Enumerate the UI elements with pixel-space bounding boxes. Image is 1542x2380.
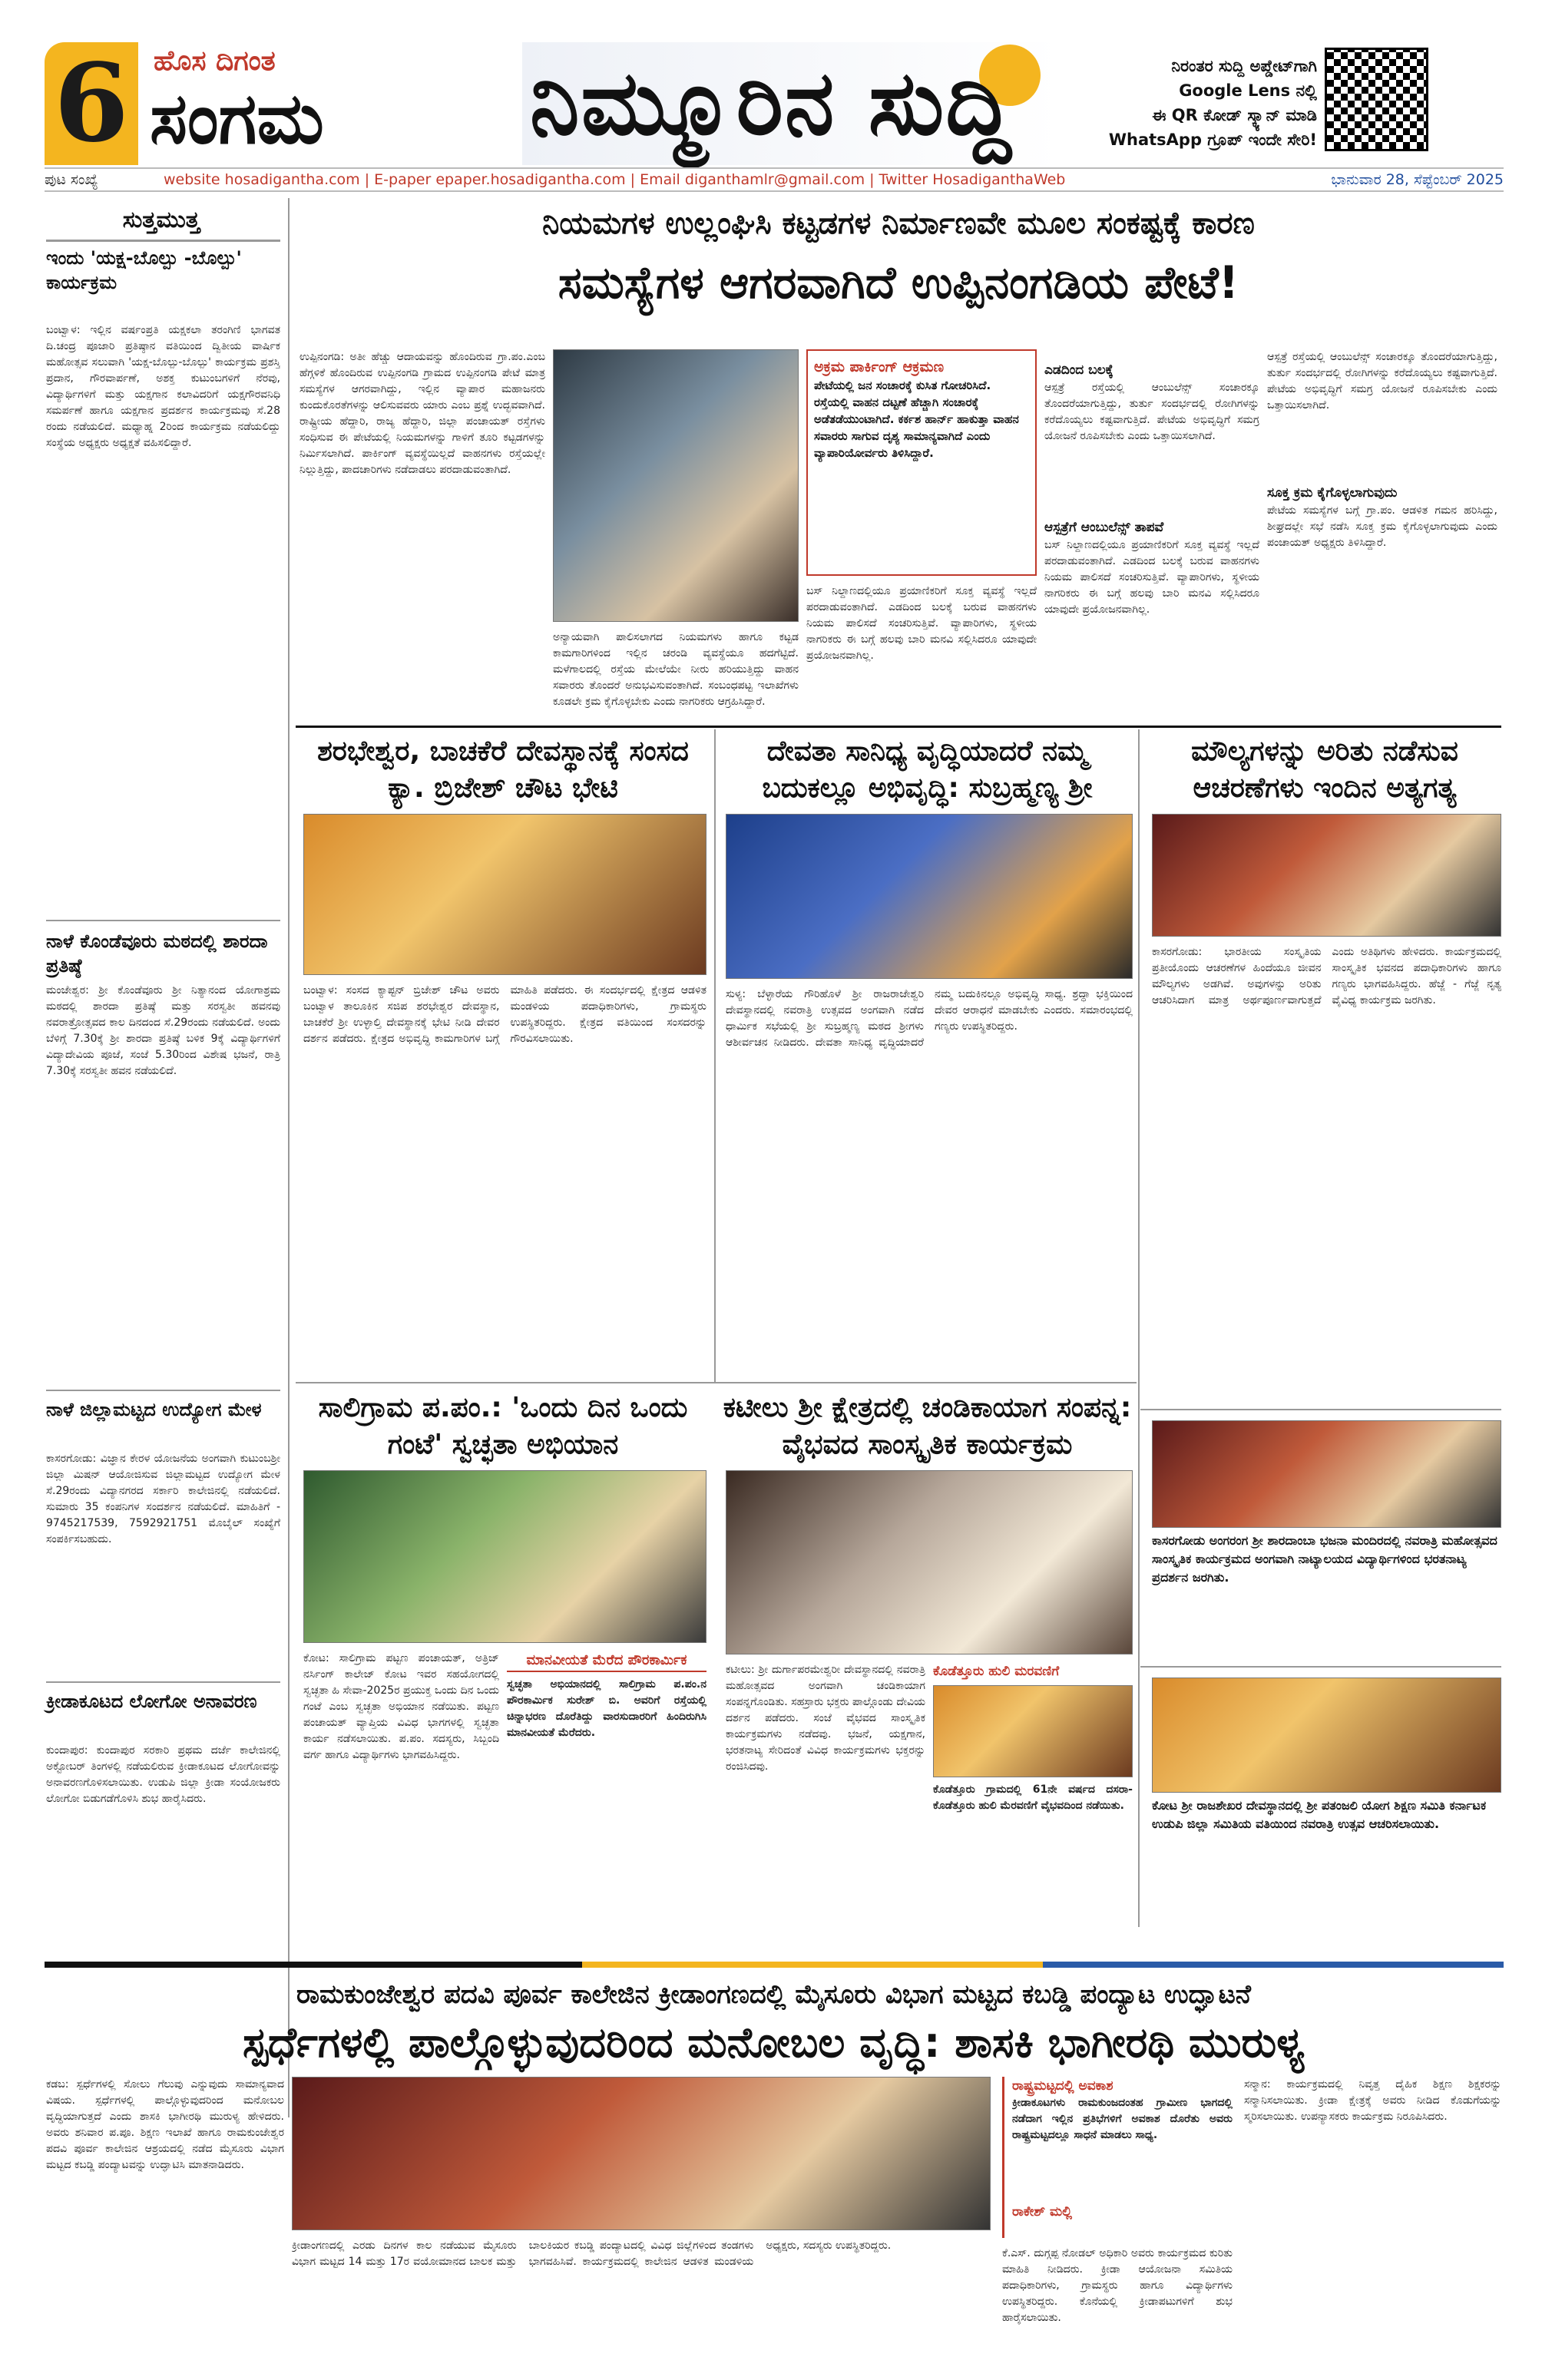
column-rule — [714, 729, 716, 1382]
divider — [1140, 1666, 1501, 1668]
qr-note-line: Google Lens ನಲ್ಲಿ — [1179, 81, 1317, 100]
aside-body: ಸ್ವಚ್ಛತಾ ಅಭಿಯಾನದಲ್ಲಿ ಸಾಲಿಗ್ರಾಮ ಪ.ಪಂ.ನ ಪೌರಕಾರ್ಮಿಕ ಸುರೇಶ್ ಬಿ. ಅವರಿಗೆ ರಸ್ತೆಯಲ್ಲಿ ಚಿನ್ನಾಭರಣ ದೊರೆತಿದ್ದು ವಾರಸುದಾರರಿಗೆ ಹಿಂದಿರುಗಿಸಿ ಮಾನವೀಯತೆ ಮೆರೆದರು. — [507, 1678, 706, 1739]
street-photo — [553, 349, 799, 622]
lead-body: ಪೇಟೆಯ ಸಮಸ್ಯೆಗಳ ಬಗ್ಗೆ ಗ್ರಾ.ಪಂ. ಆಡಳಿತ ಗಮನ ಹರಿಸಿದ್ದು, ಶೀಘ್ರದಲ್ಲೇ ಸಭೆ ನಡೆಸಿ ಸೂಕ್ತ ಕ್ರಮ ಕೈಗೊಳ್ಳಲಾಗುವುದು ಎಂದು ಪಂಚಾಯತ್ ಅಧ್ಯಕ್ಷರು ತಿಳಿಸಿದ್ದಾರೆ. — [1267, 504, 1497, 549]
box-author: ರಾಕೇಶ್ ಮಲ್ಲಿ — [1012, 2204, 1072, 2220]
aside-box — [507, 1651, 706, 1942]
event-photo — [1152, 814, 1501, 937]
aside-box — [933, 1662, 1133, 1946]
sidebar-item-head: ನಾಳೆ ಜಿಲ್ಲಾಮಟ್ಟದ ಉದ್ಯೋಗ ಮೇಳ — [46, 1399, 262, 1420]
aside-head: ಮಾನವೀಯತೆ ಮೆರೆದ ಪೌರಕಾರ್ಮಿಕ — [507, 1651, 706, 1672]
story-body: ಸುಳ್ಯ: ಬೆಳ್ಳಾರೆಯ ಗೌರಿಹೊಳೆ ಶ್ರೀ ರಾಜರಾಜೇಶ್ವರಿ ದೇವಸ್ಥಾನದಲ್ಲಿ ನವರಾತ್ರಿ ಉತ್ಸವದ ಅಂಗವಾಗಿ ನಡೆದ ಧಾರ್ಮಿಕ ಸಭೆಯಲ್ಲಿ ಶ್ರೀ ಸುಬ್ರಹ್ಮಣ್ಯ ಮಠದ ಶ್ರೀಗಳು ಆಶೀರ್ವಚನ ನೀಡಿದರು. ದೇವತಾ ಸಾನಿಧ್ಯ ವೃದ್ಧಿಯಾದರೆ ನಮ್ಮ ಬದುಕಿನಲ್ಲೂ ಅಭಿವೃದ್ಧಿ ಸಾಧ್ಯ. ಶ್ರದ್ಧಾ ಭಕ್ತಿಯಿಂದ ದೇವರ ಆರಾಧನೆ ಮಾಡಬೇಕು ಎಂದರು. ಸಮಾರಂಭದಲ್ಲಿ ಗಣ್ಯರು ಉಪಸ್ಥಿತರಿದ್ದರು. — [726, 988, 1133, 1049]
dance-photo — [1152, 1420, 1501, 1528]
lead-box — [806, 349, 1037, 576]
sidebar-item-body: ಬಂಟ್ವಾಳ: ಇಲ್ಲಿನ ವರ್ಷಂಪ್ರತಿ ಯಕ್ಷಕಲಾ ತರಂಗಿಣಿ ಭಾಗವತ ದಿ.ಚಂದ್ರ ಪೂಜಾರಿ ಪ್ರತಿಷ್ಠಾನ ವತಿಯಿಂದ ದ್ವಿತೀಯ ವಾರ್ಷಿಕ ಮಹೋತ್ಸವ ಸಲುವಾಗಿ 'ಯಕ್ಷ-ಬೊಲ್ಪು-ಬೊಲ್ಪು' ಕಾರ್ಯಕ್ರಮ ಪ್ರಶಸ್ತಿ ಪ್ರದಾನ, ಗೌರವಾರ್ಪಣೆ, ಅಶಕ್ತ ಕುಟುಂಬಗಳಿಗೆ ನೆರವು, ವಿದ್ಯಾರ್ಥಿಗಳಿಗೆ ಮತ್ತು ಯಕ್ಷಗಾನ ಕಲಾವಿದರಿಗೆ ಯಕ್ಷಗೌರವನಿಧಿ ಸಮರ್ಪಣೆ ಹಾಗೂ ಯಕ್ಷಗಾನ ಪ್ರದರ್ಶನ ಕಾರ್ಯಕ್ರಮವು ಸೆ.28 ರಂದು ನಡೆಯಲಿದೆ. ಮಧ್ಯಾಹ್ನ 2ರಿಂದ ಕಾರ್ಯಕ್ರಮ ನಡೆಯಲಿದ್ದು ಸಂಸ್ಥೆಯ ಅಧ್ಯಕ್ಷರು ಅಧ್ಯಕ್ಷತೆ ವಹಿಸಲಿದ್ದಾರೆ. — [46, 324, 280, 449]
qr-note — [1064, 54, 1317, 152]
story-headline: ಶರಭೇಶ್ವರ, ಬಾಚಕೆರೆ ದೇವಸ್ಥಾನಕ್ಕೆ ಸಂಸದ ಕ್ಯಾ. ಬ್ರಿಜೇಶ್ ಚೌಟ ಭೇಟಿ — [317, 735, 689, 804]
story-headline: ದೇವತಾ ಸಾನಿಧ್ಯ ವೃದ್ಧಿಯಾದರೆ ನಮ್ಮ ಬದುಕಲ್ಲೂ ಅಭಿವೃದ್ಧಿ: ಸುಬ್ರಹ್ಮಣ್ಯ ಶ್ರೀ — [762, 735, 1093, 804]
divider — [1140, 1409, 1501, 1410]
story-body: ಕೋಟ: ಸಾಲಿಗ್ರಾಮ ಪಟ್ಟಣ ಪಂಚಾಯತ್, ಅತ್ರಿಜ್ ನರ್ಸಿಂಗ್ ಕಾಲೇಜ್ ಕೋಟ ಇವರ ಸಹಯೋಗದಲ್ಲಿ ಸ್ವಚ್ಛತಾ ಹಿ ಸೇವಾ-2025ರ ಪ್ರಯುಕ್ತ ಒಂದು ದಿನ ಒಂದು ಗಂಟೆ ಎಂಬ ಸ್ವಚ್ಛತಾ ಅಭಿಯಾನ ನಡೆಯಿತು. ಪಟ್ಟಣ ಪಂಚಾಯತ್ ವ್ಯಾಪ್ತಿಯ ವಿವಿಧ ಭಾಗಗಳಲ್ಲಿ ಸ್ವಚ್ಛತಾ ಕಾರ್ಯ ನಡೆಸಲಾಯಿತು. ಪ.ಪಂ. ಸದಸ್ಯರು, ಸಿಬ್ಬಂದಿ ವರ್ಗ ಹಾಗೂ ವಿದ್ಯಾರ್ಥಿಗಳು ಭಾಗವಹಿಸಿದ್ದರು. — [303, 1652, 499, 1761]
divider — [296, 1382, 1137, 1383]
story-headline: ಕಟೀಲು ಶ್ರೀ ಕ್ಷೇತ್ರದಲ್ಲಿ ಚಂಡಿಕಾಯಾಗ ಸಂಪನ್ನ: ವೈಭವದ ಸಾಂಸ್ಕೃತಿಕ ಕಾರ್ಯಕ್ರಮ — [723, 1392, 1132, 1460]
sidebar-item-body: ಮಂಜೇಶ್ವರ: ಶ್ರೀ ಕೊಂಡೆವೂರು ಶ್ರೀ ನಿತ್ಯಾನಂದ ಯೋಗಾಶ್ರಮ ಮಠದಲ್ಲಿ ಶಾರದಾ ಪ್ರತಿಷ್ಠೆ ಮತ್ತು ಸರಸ್ವತೀ ಹವನವು ನವರಾತ್ರೋತ್ಸವದ ಕಾಲ ದಿನದಂದ ಸೆ.29ರಂದು ನಡೆಯಲಿದೆ. ಅಂದು ಬೆಳಿಗ್ಗೆ 7.30ಕ್ಕೆ ಶ್ರೀ ಶಾರದಾ ಪ್ರತಿಷ್ಠೆ ಬಳಿಕ 9ಕ್ಕೆ ವಿದ್ಯಾರ್ಥಿಗಳಿಗೆ ವಿದ್ಯಾದೇವಿಯ ಪೂಜೆ, ಸಂಜೆ 5.30ರಿಂದ ವಿಶೇಷ ಭಜನೆ, ರಾತ್ರಿ 7.30ಕ್ಕೆ ಸರಸ್ವತೀ ಹವನ ನಡೆಯಲಿದೆ. — [46, 984, 280, 1077]
divider — [46, 920, 280, 921]
qr-note-line: WhatsApp ಗ್ರೂಪ್ ಇಂದೇ ಸೇರಿ! — [1108, 131, 1317, 149]
yoga-photo — [1152, 1678, 1501, 1793]
column-rule — [288, 198, 290, 2117]
page-number-badge — [45, 42, 138, 165]
yaga-photo — [726, 1470, 1133, 1654]
temple-photo — [303, 814, 706, 975]
sidebar-title: ಸುತ್ತಮುತ್ತ — [122, 207, 200, 233]
divider — [582, 1962, 1043, 1968]
bottom-body: ಕ್ರೀಡಾಂಗಣದಲ್ಲಿ ಎರಡು ದಿನಗಳ ಕಾಲ ನಡೆಯುವ ಮೈಸೂರು ವಿಭಾಗ ಮಟ್ಟದ 14 ಮತ್ತು 17ರ ವಯೋಮಾನದ ಬಾಲಕ ಮತ್ತು ಬಾಲಕಿಯರ ಕಬಡ್ಡಿ ಪಂದ್ಯಾಟದಲ್ಲಿ ವಿವಿಧ ಜಿಲ್ಲೆಗಳಿಂದ ತಂಡಗಳು ಭಾಗವಹಿಸಿವೆ. ಕಾರ್ಯಕ್ರಮದಲ್ಲಿ ಕಾಲೇಜಿನ ಆಡಳಿತ ಮಂಡಳಿಯ ಅಧ್ಯಕ್ಷರು, ಸದಸ್ಯರು ಉಪಸ್ಥಿತರಿದ್ದರು. — [292, 2240, 892, 2268]
bottom-body: ಕೆ.ಎಸ್. ದುಗ್ಗಪ್ಪ ನೋಡಲ್ ಅಧಿಕಾರಿ ಅವರು ಕಾರ್ಯಕ್ರಮದ ಕುರಿತು ಮಾಹಿತಿ ನೀಡಿದರು. ಕ್ರೀಡಾ ಆಯೋಜನಾ ಸಮಿತಿಯ ಪದಾಧಿಕಾರಿಗಳು, ಗ್ರಾಮಸ್ಥರು ಹಾಗೂ ವಿದ್ಯಾರ್ಥಿಗಳು ಉಪಸ್ಥಿತರಿದ್ದರು. ಕೊನೆಯಲ್ಲಿ ಕ್ರೀಡಾಪಟುಗಳಿಗೆ ಶುಭ ಹಾರೈಸಲಾಯಿತು. — [1002, 2247, 1233, 2324]
bottom-headline: ಸ್ಪರ್ಧೆಗಳಲ್ಲಿ ಪಾಲ್ಗೊಳ್ಳುವುದರಿಂದ ಮನೋಬಲ ವೃದ್ಧಿ: ಶಾಸಕಿ ಭಾಗೀರಥಿ ಮುರುಳ್ಯ — [243, 2018, 1305, 2067]
aside-body: ಕೊಡೆತ್ತೂರು ಗ್ರಾಮದಲ್ಲಿ 61ನೇ ವರ್ಷದ ದಸರಾ-ಕೊಡೆತ್ತೂರು ಹುಲಿ ಮೆರವಣಿಗೆ ವೈಭವದಿಂದ ನಡೆಯಿತು. — [933, 1783, 1133, 1812]
sidebar-item-body: ಕಾಸರಗೋಡು: ವಿಜ್ಞಾನ ಕೇರಳ ಯೋಜನೆಯ ಅಂಗವಾಗಿ ಕುಟುಂಬಶ್ರೀ ಜಿಲ್ಲಾ ಮಿಷನ್ ಆಯೋಜಿಸುವ ಜಿಲ್ಲಾಮಟ್ಟದ ಉದ್ಯೋಗ ಮೇಳ ಸೆ.29ರಂದು ವಿದ್ಯಾನಗರದ ಸರ್ಕಾರಿ ಕಾಲೇಜಿನಲ್ಲಿ ನಡೆಯಲಿದೆ. ಸುಮಾರು 35 ಕಂಪನಿಗಳ ಸಂದರ್ಶನ ನಡೆಯಲಿದೆ. ಮಾಹಿತಿಗೆ - 9745217539, 7592921751 ಮೊಬೈಲ್ ಸಂಖ್ಯೆಗೆ ಸಂಪರ್ಕಿಸಬಹುದು. — [46, 1453, 280, 1545]
lead-body: ಬಸ್ ನಿಲ್ದಾಣದಲ್ಲಿಯೂ ಪ್ರಯಾಣಿಕರಿಗೆ ಸೂಕ್ತ ವ್ಯವಸ್ಥೆ ಇಲ್ಲದೆ ಪರದಾಡುವಂತಾಗಿದೆ. ಎಡದಿಂದ ಬಲಕ್ಕೆ ಬರುವ ವಾಹನಗಳು ನಿಯಮ ಪಾಲಿಸದೆ ಸಂಚರಿಸುತ್ತಿವೆ. ವ್ಯಾಪಾರಿಗಳು, ಸ್ಥಳೀಯ ನಾಗರಿಕರು ಈ ಬಗ್ಗೆ ಹಲವು ಬಾರಿ ಮನವಿ ಸಲ್ಲಿಸಿದರೂ ಯಾವುದೇ ಪ್ರಯೋಜನವಾಗಿಲ್ಲ. — [806, 585, 1037, 662]
lead-body: ಬಸ್ ನಿಲ್ದಾಣದಲ್ಲಿಯೂ ಪ್ರಯಾಣಿಕರಿಗೆ ಸೂಕ್ತ ವ್ಯವಸ್ಥೆ ಇಲ್ಲದೆ ಪರದಾಡುವಂತಾಗಿದೆ. ಎಡದಿಂದ ಬಲಕ್ಕೆ ಬರುವ ವಾಹನಗಳು ನಿಯಮ ಪಾಲಿಸದೆ ಸಂಚರಿಸುತ್ತಿವೆ. ವ್ಯಾಪಾರಿಗಳು, ಸ್ಥಳೀಯ ನಾಗರಿಕರು ಈ ಬಗ್ಗೆ ಹಲವು ಬಾರಿ ಮನವಿ ಸಲ್ಲಿಸಿದರೂ ಯಾವುದೇ ಪ್ರಯೋಜನವಾಗಿಲ್ಲ. — [1044, 539, 1259, 616]
box-kicker: ಅಕ್ರಮ ಪಾರ್ಕಿಂಗ್ ಆಕ್ರಮಣ — [814, 359, 945, 375]
divider — [296, 726, 1501, 728]
qr-note-line: ನಿರಂತರ ಸುದ್ದಿ ಅಪ್ಡೇಟ್‌ಗಾಗಿ — [1171, 57, 1317, 75]
sidebar-item-head: ಇಂದು 'ಯಕ್ಷ-ಬೊಲ್ಪು -ಬೊಲ್ಪು' ಕಾರ್ಯಕ್ರಮ — [46, 247, 242, 293]
story-headline: ಸಾಲಿಗ್ರಾಮ ಪ.ಪಂ.: 'ಒಂದು ದಿನ ಒಂದು ಗಂಟೆ' ಸ್ವಚ್ಛತಾ ಅಭಿಯಾನ — [318, 1392, 688, 1460]
section-title: ನಿಮ್ಮೂರಿನ ಸುದ್ದಿ — [530, 51, 1013, 155]
brand-main: ಸಂಗಮ — [150, 78, 324, 160]
divider — [46, 240, 280, 242]
sidebar-item-body: ಕುಂದಾಪುರ: ಕುಂದಾಪುರ ಸರಕಾರಿ ಪ್ರಥಮ ದರ್ಜೆ ಕಾಲೇಜಿನಲ್ಲಿ ಅಕ್ಟೋಬರ್ ತಿಂಗಳಲ್ಲಿ ನಡೆಯಲಿರುವ ಕ್ರೀಡಾಕೂಟದ ಲೋಗೋವನ್ನು ಅನಾವರಣಗೊಳಿಸಲಾಯಿತು. ಉಡುಪಿ ಜಿಲ್ಲಾ ಕ್ರೀಡಾ ಸಂಯೋಜಕರು ಲೋಗೋ ಬಿಡುಗಡೆಗೊಳಿಸಿ ಶುಭ ಹಾರೈಸಿದರು. — [46, 1744, 280, 1805]
lead-subhead: ಆಸ್ಪತ್ರೆಗೆ ಆಂಬುಲೆನ್ಸ್ ತಾಪವೆ — [1044, 520, 1164, 535]
photo-caption: ಕಾಸರಗೋಡು ಅಂಗರಂಗ ಶ್ರೀ ಶಾರದಾಂಬಾ ಭಜನಾ ಮಂದಿರದಲ್ಲಿ ನವರಾತ್ರಿ ಮಹೋತ್ಸವದ ಸಾಂಸ್ಕೃತಿಕ ಕಾರ್ಯಕ್ರಮದ ಅಂಗವಾಗಿ ನಾಟ್ಯಾಲಯದ ವಿದ್ಯಾರ್ಥಿಗಳಿಂದ ಭರತನಾಟ್ಯ ಪ್ರದರ್ಶನ ಜರಗಿತು. — [1152, 1533, 1497, 1585]
lead-kicker: ನಿಯಮಗಳ ಉಲ್ಲಂಘಿಸಿ ಕಟ್ಟಡಗಳ ನಿರ್ಮಾಣವೇ ಮೂಲ ಸಂಕಷ್ಟಕ್ಕೆ ಕಾರಣ — [542, 206, 1255, 241]
story-body: ಕಾಸರಗೋಡು: ಭಾರತೀಯ ಸಂಸ್ಕೃತಿಯ ಪ್ರತೀಯೊಂದು ಆಚರಣೆಗಳ ಹಿಂದೆಯೂ ಜೀವನ ಮೌಲ್ಯಗಳು ಅಡಗಿವೆ. ಅವುಗಳನ್ನು ಅರಿತು ಆಚರಿಸಿದಾಗ ಮಾತ್ರ ಅರ್ಥಪೂರ್ಣವಾಗುತ್ತದೆ ಎಂದು ಅತಿಥಿಗಳು ಹೇಳಿದರು. ಕಾರ್ಯಕ್ರಮದಲ್ಲಿ ಸಾಂಸ್ಕೃತಿಕ ಭವನದ ಪದಾಧಿಕಾರಿಗಳು ಹಾಗೂ ಗಣ್ಯರು ಭಾಗವಹಿಸಿದ್ದರು. ಹೆಜ್ಜೆ - ಗೆಜ್ಜೆ ನೃತ್ಯ ವೈವಿಧ್ಯ ಕಾರ್ಯಕ್ರಮ ಜರಗಿತು. — [1152, 946, 1501, 1007]
issue-date: ಭಾನುವಾರ 28, ಸೆಪ್ಟೆಂಬರ್ 2025 — [1331, 171, 1504, 188]
lead-subhead: ಎಡದಿಂದ ಬಲಕ್ಕೆ — [1044, 362, 1113, 378]
lead-subhead: ಸೂಕ್ತ ಕ್ರಮ ಕೈಗೊಳ್ಳಲಾಗುವುದು — [1267, 485, 1398, 501]
divider — [46, 1390, 280, 1391]
brand-top: ಹೊಸ ದಿಗಂತ — [154, 45, 276, 77]
qr-note-line: ಈ QR ಕೋಡ್ ಸ್ಕ್ಯಾನ್ ಮಾಡಿ — [1152, 106, 1317, 124]
sidebar-item-head: ಕ್ರೀಡಾಕೂಟದ ಲೋಗೋ ಅನಾವರಣ — [46, 1691, 257, 1712]
bottom-body: ಸನ್ಮಾನ: ಕಾರ್ಯಕ್ರಮದಲ್ಲಿ ನಿವೃತ್ತ ದೈಹಿಕ ಶಿಕ್ಷಣ ಶಿಕ್ಷಕರನ್ನು ಸನ್ಮಾನಿಸಲಾಯಿತು. ಕ್ರೀಡಾ ಕ್ಷೇತ್ರಕ್ಕೆ ಅವರು ನೀಡಿದ ಕೊಡುಗೆಯನ್ನು ಸ್ಮರಿಸಲಾಯಿತು. ಉಪನ್ಯಾಸಕರು ಕಾರ್ಯಕ್ರಮ ನಿರೂಪಿಸಿದರು. — [1244, 2078, 1501, 2123]
aside-head: ಕೊಡೆತ್ತೂರು ಹುಲಿ ಮರವಣಿಗೆ — [933, 1664, 1060, 1679]
tiger-dance-photo — [933, 1685, 1133, 1777]
story-body: ಕಟೀಲು: ಶ್ರೀ ದುರ್ಗಾಪರಮೇಶ್ವರೀ ದೇವಸ್ಥಾನದಲ್ಲಿ ನವರಾತ್ರಿ ಮಹೋತ್ಸವದ ಅಂಗವಾಗಿ ಚಂಡಿಕಾಯಾಗ ಸಂಪನ್ನಗೊಂಡಿತು. ಸಹಸ್ರಾರು ಭಕ್ತರು ಪಾಲ್ಗೊಂಡು ದೇವಿಯ ದರ್ಶನ ಪಡೆದರು. ಸಂಜೆ ವೈಭವದ ಸಾಂಸ್ಕೃತಿಕ ಕಾರ್ಯಕ್ರಮಗಳು ನಡೆದವು. ಭಜನೆ, ಯಕ್ಷಗಾನ, ಭರತನಾಟ್ಯ ಸೇರಿದಂತೆ ವಿವಿಧ ಕಾರ್ಯಕ್ರಮಗಳು ಭಕ್ತರನ್ನು ರಂಜಿಸಿದವು. — [726, 1664, 925, 1773]
contact-links[interactable]: website hosadigantha.com | E-paper epaper.hosadigantha.com | Email diganthamlr@gmail.com | Twitter HosadiganthaWeb — [164, 171, 1066, 188]
bottom-body: ಕಡಬ: ಸ್ಪರ್ಧೆಗಳಲ್ಲಿ ಸೋಲು ಗೆಲುವು ಎನ್ನುವುದು ಸಾಮಾನ್ಯವಾದ ವಿಷಯ. ಸ್ಪರ್ಧೆಗಳಲ್ಲಿ ಪಾಲ್ಗೊಳ್ಳುವುದರಿಂದ ಮನೋಬಲ ವೃದ್ಧಿಯಾಗುತ್ತದೆ ಎಂದು ಶಾಸಕಿ ಭಾಗೀರಥಿ ಮುರುಳ್ಯ ಹೇಳಿದರು. ಅವರು ಶನಿವಾರ ಪ.ಪೂ. ಶಿಕ್ಷಣ ಇಲಾಖೆ ಹಾಗೂ ರಾಮಕುಂಜೇಶ್ವರ ಪದವಿ ಪೂರ್ವ ಕಾಲೇಜಿನ ಆಶ್ರಯದಲ್ಲಿ ನಡೆದ ಮೈಸೂರು ವಿಭಾಗ ಮಟ್ಟದ ಕಬಡ್ಡಿ ಪಂದ್ಯಾಟವನ್ನು ಉದ್ಘಾಟಿಸಿ ಮಾತನಾಡಿದರು. — [46, 2078, 284, 2171]
lead-body: ಆಸ್ಪತ್ರೆ ರಸ್ತೆಯಲ್ಲಿ ಆಂಬುಲೆನ್ಸ್ ಸಂಚಾರಕ್ಕೂ ತೊಂದರೆಯಾಗುತ್ತಿದ್ದು, ತುರ್ತು ಸಂದರ್ಭದಲ್ಲಿ ರೋಗಿಗಳನ್ನು ಕರೆದೊಯ್ಯಲು ಕಷ್ಟವಾಗುತ್ತಿದೆ. ಪೇಟೆಯ ಅಭಿವೃದ್ಧಿಗೆ ಸಮಗ್ರ ಯೋಜನೆ ರೂಪಿಸಬೇಕು ಎಂದು ಒತ್ತಾಯಿಸಲಾಗಿದೆ. — [1267, 351, 1497, 412]
kabaddi-photo — [292, 2077, 991, 2230]
story-body: ಬಂಟ್ವಾಳ: ಸಂಸದ ಕ್ಯಾಪ್ಟನ್ ಬ್ರಿಜೇಶ್ ಚೌಟ ಅವರು ಬಂಟ್ವಾಳ ತಾಲೂಕಿನ ಸಜಿಪ ಶರಭೇಶ್ವರ ದೇವಸ್ಥಾನ, ಬಾಚಕೆರೆ ಶ್ರೀ ಉಳ್ಳಾಲ್ತಿ ದೇವಸ್ಥಾನಕ್ಕೆ ಭೇಟಿ ನೀಡಿ ದೇವರ ದರ್ಶನ ಪಡೆದರು. ಕ್ಷೇತ್ರದ ಅಭಿವೃದ್ಧಿ ಕಾಮಗಾರಿಗಳ ಬಗ್ಗೆ ಮಾಹಿತಿ ಪಡೆದರು. ಈ ಸಂದರ್ಭದಲ್ಲಿ ಕ್ಷೇತ್ರದ ಆಡಳಿತ ಮಂಡಳಿಯ ಪದಾಧಿಕಾರಿಗಳು, ಗ್ರಾಮಸ್ಥರು ಉಪಸ್ಥಿತರಿದ್ದರು. ಕ್ಷೇತ್ರದ ವತಿಯಿಂದ ಸಂಸದರನ್ನು ಗೌರವಿಸಲಾಯಿತು. — [303, 984, 706, 1045]
sidebar-item-head: ನಾಳೆ ಕೊಂಡೆವೂರು ಮಠದಲ್ಲಿ ಶಾರದಾ ಪ್ರತಿಷ್ಠೆ — [46, 931, 268, 977]
box-text: ಪೇಟೆಯಲ್ಲಿ ಜನ ಸಂಚಾರಕ್ಕೆ ಕುಸಿತ ಗೋಚರಿಸಿದೆ. ರಸ್ತೆಯಲ್ಲಿ ವಾಹನ ದಟ್ಟಣೆ ಹೆಚ್ಚಾಗಿ ಸಂಚಾರಕ್ಕೆ ಅಡೆತಡೆಯುಂಟಾಗಿದೆ. ಕರ್ಕಶ ಹಾರ್ನ್ ಹಾಕುತ್ತಾ ವಾಹನ ಸವಾರರು ಸಾಗುವ ದೃಶ್ಯ ಸಾಮಾನ್ಯವಾಗಿದೆ ಎಂದು ವ್ಯಾಪಾರಿಯೋರ್ವರು ತಿಳಿಸಿದ್ದಾರೆ. — [814, 378, 1019, 460]
pages-label: ಪುಟ ಸಂಖ್ಯೆ — [45, 171, 98, 188]
lead-headline: ಸಮಸ್ಯೆಗಳ ಆಗರವಾಗಿದೆ ಉಪ್ಪಿನಂಗಡಿಯ ಪೇಟೆ! — [558, 256, 1239, 309]
cleanliness-photo — [303, 1470, 706, 1643]
divider — [46, 1681, 280, 1683]
divider — [45, 1962, 582, 1968]
box-kicker: ರಾಷ್ಟ್ರಮಟ್ಟದಲ್ಲಿ ಅವಕಾಶ — [1012, 2078, 1113, 2094]
meta-bar — [45, 167, 1504, 192]
bottom-box — [1002, 2077, 1233, 2238]
divider — [1043, 1962, 1504, 1968]
seminar-photo — [726, 814, 1133, 979]
qr-code-icon[interactable] — [1325, 48, 1428, 151]
lead-body: ಆಸ್ಪತ್ರೆ ರಸ್ತೆಯಲ್ಲಿ ಆಂಬುಲೆನ್ಸ್ ಸಂಚಾರಕ್ಕೂ ತೊಂದರೆಯಾಗುತ್ತಿದ್ದು, ತುರ್ತು ಸಂದರ್ಭದಲ್ಲಿ ರೋಗಿಗಳನ್ನು ಕರೆದೊಯ್ಯಲು ಕಷ್ಟವಾಗುತ್ತಿದೆ. ಪೇಟೆಯ ಅಭಿವೃದ್ಧಿಗೆ ಸಮಗ್ರ ಯೋಜನೆ ರೂಪಿಸಬೇಕು ಎಂದು ಒತ್ತಾಯಿಸಲಾಗಿದೆ. — [1044, 382, 1259, 442]
lead-body: ಅನ್ಯಾಯವಾಗಿ ಪಾಲಿಸಲಾಗದ ನಿಯಮಗಳು ಹಾಗೂ ಕಟ್ಟಡ ಕಾಮಗಾರಿಗಳಿಂದ ಇಲ್ಲಿನ ಚರಂಡಿ ವ್ಯವಸ್ಥೆಯೂ ಹದಗೆಟ್ಟಿದೆ. ಮಳೆಗಾಲದಲ್ಲಿ ರಸ್ತೆಯ ಮೇಲೆಯೇ ನೀರು ಹರಿಯುತ್ತಿದ್ದು ವಾಹನ ಸವಾರರು ತೊಂದರೆ ಅನುಭವಿಸುವಂತಾಗಿದೆ. ಸಂಬಂಧಪಟ್ಟ ಇಲಾಖೆಗಳು ಕೂಡಲೇ ಕ್ರಮ ಕೈಗೊಳ್ಳಬೇಕು ಎಂದು ನಾಗರಿಕರು ಆಗ್ರಹಿಸಿದ್ದಾರೆ. — [553, 631, 799, 708]
bottom-kicker: ರಾಮಕುಂಜೇಶ್ವರ ಪದವಿ ಪೂರ್ವ ಕಾಲೇಜಿನ ಕ್ರೀಡಾಂಗಣದಲ್ಲಿ ಮೈಸೂರು ವಿಭಾಗ ಮಟ್ಟದ ಕಬಡ್ಡಿ ಪಂದ್ಯಾಟ ಉದ್ಘಾಟನೆ — [296, 1979, 1252, 2010]
story-headline: ಮೌಲ್ಯಗಳನ್ನು ಅರಿತು ನಡೆಸುವ ಆಚರಣೆಗಳು ಇಂದಿನ ಅತ್ಯಗತ್ಯ — [1191, 735, 1458, 804]
photo-caption: ಕೋಟ ಶ್ರೀ ರಾಜಶೇಖರ ದೇವಸ್ಥಾನದಲ್ಲಿ ಶ್ರೀ ಪತಂಜಲಿ ಯೋಗ ಶಿಕ್ಷಣ ಸಮಿತಿ ಕರ್ನಾಟಕ ಉಡುಪಿ ಜಿಲ್ಲಾ ಸಮಿತಿಯ ವತಿಯಿಂದ ನವರಾತ್ರಿ ಉತ್ಸವ ಆಚರಿಸಲಾಯಿತು. — [1152, 1798, 1487, 1831]
box-text: ಕ್ರೀಡಾಕೂಟಗಳು ರಾಮಕುಂಜದಂತಹ ಗ್ರಾಮೀಣ ಭಾಗದಲ್ಲಿ ನಡೆದಾಗ ಇಲ್ಲಿನ ಪ್ರತಿಭೆಗಳಿಗೆ ಅವಕಾಶ ದೊರೆತು ಅವರು ರಾಷ್ಟ್ರಮಟ್ಟದಲ್ಲೂ ಸಾಧನೆ ಮಾಡಲು ಸಾಧ್ಯ. — [1012, 2097, 1233, 2141]
lead-body: ಉಪ್ಪಿನಂಗಡಿ: ಅತೀ ಹೆಚ್ಚು ಆದಾಯವನ್ನು ಹೊಂದಿರುವ ಗ್ರಾ.ಪಂ.ಎಂಬ ಹೆಗ್ಗಳಿಕೆ ಹೊಂದಿರುವ ಉಪ್ಪಿನಂಗಡಿ ಗ್ರಾಮದ ಉಪ್ಪಿನಂಗಡಿ ಪೇಟೆ ಮಾತ್ರ ಸಮಸ್ಯೆಗಳ ಆಗರವಾಗಿದ್ದು, ಇಲ್ಲಿನ ವ್ಯಾಪಾರ ಮಹಾಜನರು ಕುಂದುಕೊರತೆಗಳನ್ನು ಆಲಿಸುವವರು ಯಾರು ಎಂಬ ಪ್ರಶ್ನೆ ಉದ್ಭವವಾಗಿದೆ. ರಾಷ್ಟ್ರೀಯ ಹೆದ್ದಾರಿ, ರಾಜ್ಯ ಹೆದ್ದಾರಿ, ಜಿಲ್ಲಾ ಪಂಚಾಯತ್ ರಸ್ತೆಗಳು ಸಂಧಿಸುವ ಈ ಪೇಟೆಯಲ್ಲಿ ನಿಯಮಗಳನ್ನು ಗಾಳಿಗೆ ತೂರಿ ಕಟ್ಟಡಗಳನ್ನು ನಿರ್ಮಿಸಲಾಗಿದೆ. ಪಾರ್ಕಿಂಗ್ ವ್ಯವಸ್ಥೆಯಿಲ್ಲದೆ ವಾಹನಗಳು ರಸ್ತೆಯಲ್ಲೇ ನಿಲ್ಲುತ್ತಿದ್ದು, ಪಾದಚಾರಿಗಳು ನಡೆದಾಡಲು ಪರದಾಡುವಂತಾಗಿದೆ. — [299, 351, 545, 476]
column-rule — [1138, 729, 1140, 1927]
page-number: 6 — [54, 41, 129, 167]
